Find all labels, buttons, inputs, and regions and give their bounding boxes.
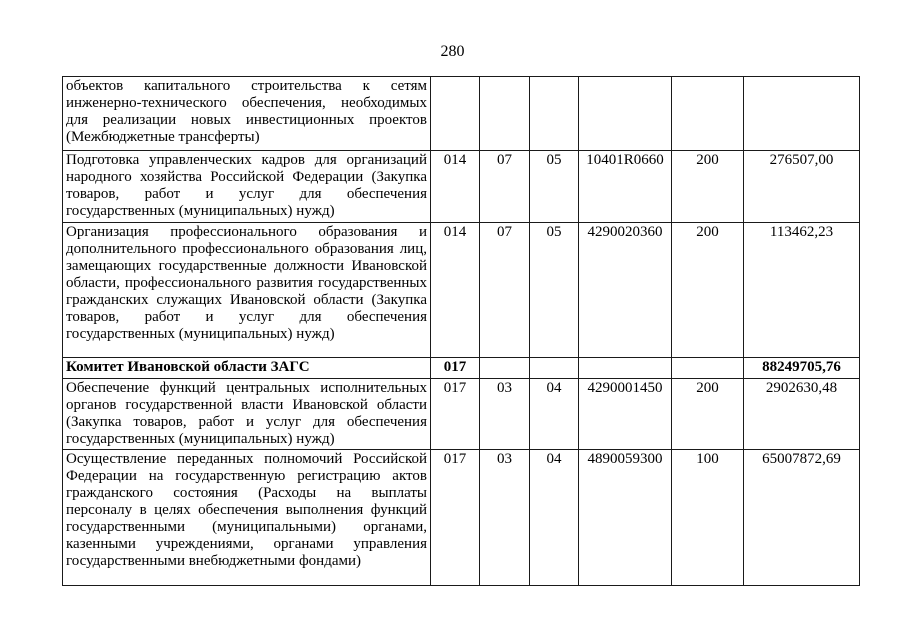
section-code-cell: 07 [480, 151, 530, 223]
page-number: 280 [440, 43, 465, 60]
grbs-code-cell: 017 [431, 450, 480, 586]
amount-cell: 113462,23 [744, 223, 860, 358]
section-code-cell [480, 77, 530, 151]
expense-type-cell: 100 [672, 450, 744, 586]
section-code-cell: 07 [480, 223, 530, 358]
target-article-cell: 10401R0660 [579, 151, 672, 223]
subsection-code-cell [530, 77, 579, 151]
section-code-cell: 03 [480, 450, 530, 586]
expense-name-cell: Осуществление переданных полномочий Российской Федерации на государственную регистрацию актов гражданского состояния (Расходы на выплаты персоналу в целях обеспечения выполнения функций государственными (муниципальными) органами, казенными учреждениями, органами управления государственными внебюджетными фондами) [63, 450, 431, 586]
expense-type-cell: 200 [672, 223, 744, 358]
expense-type-cell: 200 [672, 151, 744, 223]
expense-type-cell [672, 77, 744, 151]
table-row [63, 223, 860, 358]
grbs-code-cell [431, 77, 480, 151]
expense-type-cell [672, 358, 744, 379]
amount-cell: 88249705,76 [744, 358, 860, 379]
expense-type-cell: 200 [672, 379, 744, 450]
grbs-code-cell: 014 [431, 151, 480, 223]
target-article-cell [579, 77, 672, 151]
subsection-code-cell: 05 [530, 151, 579, 223]
section-code-cell: 03 [480, 379, 530, 450]
expense-name-cell: Организация профессионального образования и дополнительного профессионального образования лиц, замещающих государственные должности Ивановской области, профессионального развития государственных гражданских служащих Ивановской области (Закупка товаров, работ и услуг для обеспечения государственных (муниципальных) нужд) [63, 223, 431, 358]
budget-expenditure-table [62, 76, 860, 586]
table-row [63, 379, 860, 450]
expense-name-cell: объектов капитального строительства к сетям инженерно-технического обеспечения, необходимых для реализации новых инвестиционных проектов (Межбюджетные трансферты) [63, 77, 431, 151]
subsection-code-cell [530, 358, 579, 379]
expense-name-cell: Подготовка управленческих кадров для организаций народного хозяйства Российской Федерации (Закупка товаров, работ и услуг для обеспечения государственных (муниципальных) нужд) [63, 151, 431, 223]
subsection-code-cell: 05 [530, 223, 579, 358]
amount-cell [744, 77, 860, 151]
target-article-cell: 4290001450 [579, 379, 672, 450]
amount-cell: 2902630,48 [744, 379, 860, 450]
subsection-code-cell: 04 [530, 379, 579, 450]
grbs-code-cell: 017 [431, 358, 480, 379]
table-row-department-total [63, 358, 860, 379]
department-name-cell: Комитет Ивановской области ЗАГС [63, 358, 431, 379]
target-article-cell: 4890059300 [579, 450, 672, 586]
subsection-code-cell: 04 [530, 450, 579, 586]
grbs-code-cell: 017 [431, 379, 480, 450]
expense-name-cell: Обеспечение функций центральных исполнительных органов государственной власти Ивановской области (Закупка товаров, работ и услуг для обеспечения государственных (муниципальных) нужд) [63, 379, 431, 450]
section-code-cell [480, 358, 530, 379]
table-row [63, 450, 860, 586]
table-row [63, 77, 860, 151]
amount-cell: 65007872,69 [744, 450, 860, 586]
amount-cell: 276507,00 [744, 151, 860, 223]
target-article-cell [579, 358, 672, 379]
target-article-cell: 4290020360 [579, 223, 672, 358]
grbs-code-cell: 014 [431, 223, 480, 358]
table-row [63, 151, 860, 223]
